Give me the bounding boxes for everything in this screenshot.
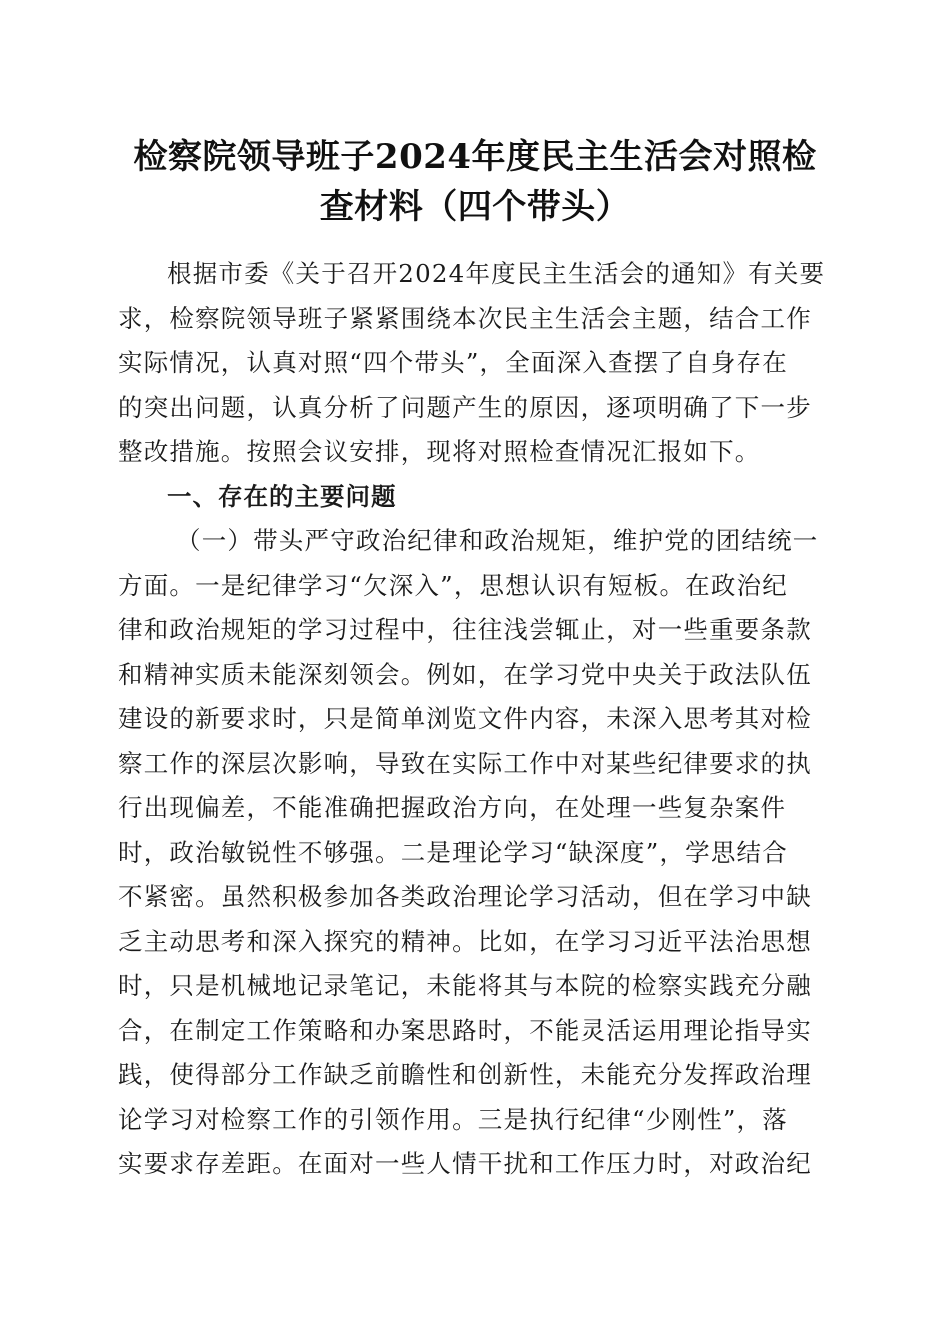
intro-line: 整改措施。按照会议安排，现将对照检查情况汇报如下。 — [118, 437, 761, 466]
paragraph-line: 时，只是机械地记录笔记，未能将其与本院的检察实践充分融 — [118, 971, 812, 1000]
intro-line: 的突出问题，认真分析了问题产生的原因，逐项明确了下一步 — [118, 392, 812, 422]
paragraph-line: 践，使得部分工作缺乏前瞻性和创新性，未能充分发挥政治理 — [118, 1060, 812, 1089]
paragraph-line: 乏主动思考和深入探究的精神。比如，在学习习近平法治思想 — [118, 926, 812, 956]
paragraph-line: 论学习对检察工作的引领作用。三是执行纪律“少刚性”，落 — [118, 1104, 788, 1134]
paragraph-line: 建设的新要求时，只是简单浏览文件内容，未深入思考其对检 — [118, 704, 812, 733]
title-line-2: 查材料（四个带头） — [319, 187, 631, 227]
paragraph-line: 和精神实质未能深刻领会。例如，在学习党中央关于政法队伍 — [118, 659, 812, 689]
intro-line: 求，检察院领导班子紧紧围绕本次民主生活会主题，结合工作 — [118, 303, 812, 333]
intro-line: 根据市委《关于召开2024年度民主生活会的通知》有关要 — [167, 259, 826, 288]
title-line-1: 检察院领导班子2024年度民主生活会对照检 — [133, 137, 817, 177]
paragraph-line: 不紧密。虽然积极参加各类政治理论学习活动，但在学习中缺 — [118, 882, 812, 911]
intro-line: 实际情况，认真对照“四个带头”，全面深入查摆了自身存在 — [118, 348, 788, 377]
paragraph-line: 方面。一是纪律学习“欠深入”，思想认识有短板。在政治纪 — [118, 570, 788, 600]
paragraph-line: 合，在制定工作策略和办案思路时，不能灵活运用理论指导实 — [118, 1015, 812, 1045]
paragraph-line: 时，政治敏锐性不够强。二是理论学习“缺深度”，学思结合 — [118, 837, 788, 867]
document-body — [118, 252, 826, 1187]
document-title — [118, 132, 832, 232]
paragraph-line: 律和政治规矩的学习过程中，往往浅尝辄止，对一些重要条款 — [118, 615, 812, 644]
paragraph-line: 行出现偏差，不能准确把握政治方向，在处理一些复杂案件 — [118, 793, 787, 822]
paragraph-line: 察工作的深层次影响，导致在实际工作中对某些纪律要求的执 — [118, 748, 812, 778]
paragraph-line: 实要求存差距。在面对一些人情干扰和工作压力时，对政治纪 — [118, 1149, 812, 1178]
section-heading: 一、存在的主要问题 — [167, 481, 397, 511]
paragraph-line: （一）带头严守政治纪律和政治规矩，维护党的团结统一 — [176, 526, 819, 555]
